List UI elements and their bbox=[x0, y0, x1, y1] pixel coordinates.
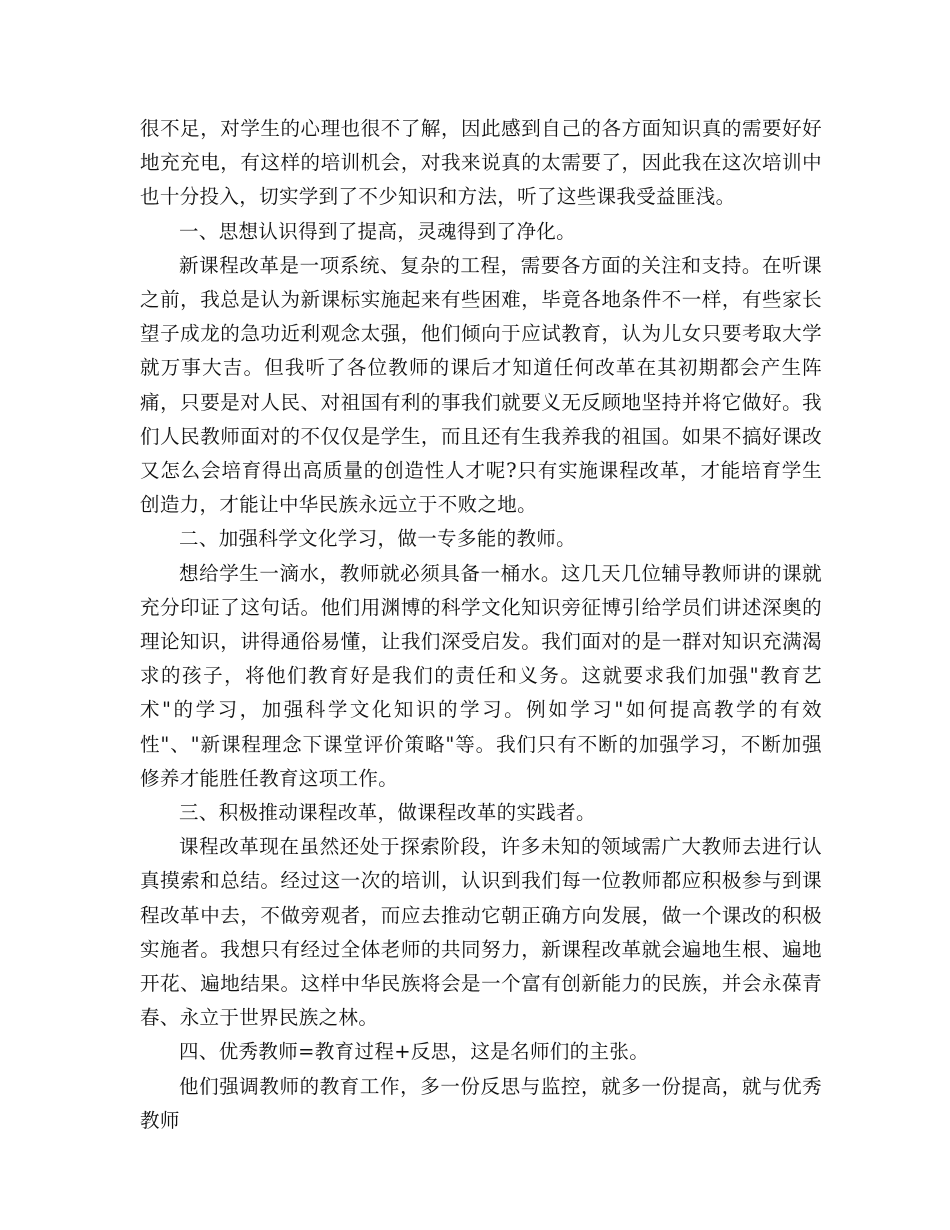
paragraph-continuation: 很不足，对学生的心理也很不了解，因此感到自己的各方面知识真的需要好好地充充电，有这样的培训机会，对我来说真的太需要了，因此我在这次培训中也十分投入，切实学到了不少知识和方法，听了这些课我受益匪浅。 bbox=[140, 117, 822, 209]
section-heading-3: 三、积极推动课程改革，做课程改革的实践者。 bbox=[179, 801, 596, 825]
paragraph: 课程改革现在虽然还处于探索阶段，许多未知的领域需广大教师去进行认真摸索和总结。经过这一次的培训，认识到我们每一位教师都应积极参与到课程改革中去，不做旁观者，而应去推动它朝正确方向发展，做一个课改的积极实施者。我想只有经过全体老师的共同努力，新课程改革就会遍地生根、遍地开花、遍地结果。这样中华民族将会是一个富有创新能力的民族，并会永葆青春、永立于世界民族之林。 bbox=[140, 835, 822, 1030]
paragraph: 新课程改革是一项系统、复杂的工程，需要各方面的关注和支持。在听课之前，我总是认为新课标实施起来有些困难，毕竟各地条件不一样，有些家长望子成龙的急功近利观念太强，他们倾向于应试教育，认为儿女只要考取大学就万事大吉。但我听了各位教师的课后才知道任何改革在其初期都会产生阵痛，只要是对人民、对祖国有利的事我们就要义无反顾地坚持并将它做好。我们人民教师面对的不仅仅是学生，而且还有生我养我的祖国。如果不搞好课改又怎么会培育得出高质量的创造性人才呢?只有实施课程改革，才能培育学生创造力，才能让中华民族永远立于不败之地。 bbox=[140, 253, 822, 517]
section-heading-4: 四、优秀教师=教育过程+反思，这是名师们的主张。 bbox=[179, 1040, 650, 1064]
paragraph: 想给学生一滴水，教师就必须具备一桶水。这几天几位辅导教师讲的课就充分印证了这句话。他们用渊博的科学文化知识旁征博引给学员们讲述深奥的理论知识，讲得通俗易懂，让我们深受启发。我们面对的是一群对知识充满渴求的孩子，将他们教育好是我们的责任和义务。这就要求我们加强"教育艺术"的学习，加强科学文化知识的学习。例如学习"如何提高教学的有效性"、"新课程理念下课堂评价策略"等。我们只有不断的加强学习，不断加强修养才能胜任教育这项工作。 bbox=[140, 561, 822, 790]
section-heading-2: 二、加强科学文化学习，做一专多能的教师。 bbox=[179, 527, 577, 551]
paragraph: 他们强调教师的教育工作，多一份反思与监控，就多一份提高，就与优秀教师 bbox=[140, 1074, 822, 1132]
document-body bbox=[140, 112, 822, 1138]
section-heading-1: 一、思想认识得到了提高，灵魂得到了净化。 bbox=[179, 219, 577, 243]
